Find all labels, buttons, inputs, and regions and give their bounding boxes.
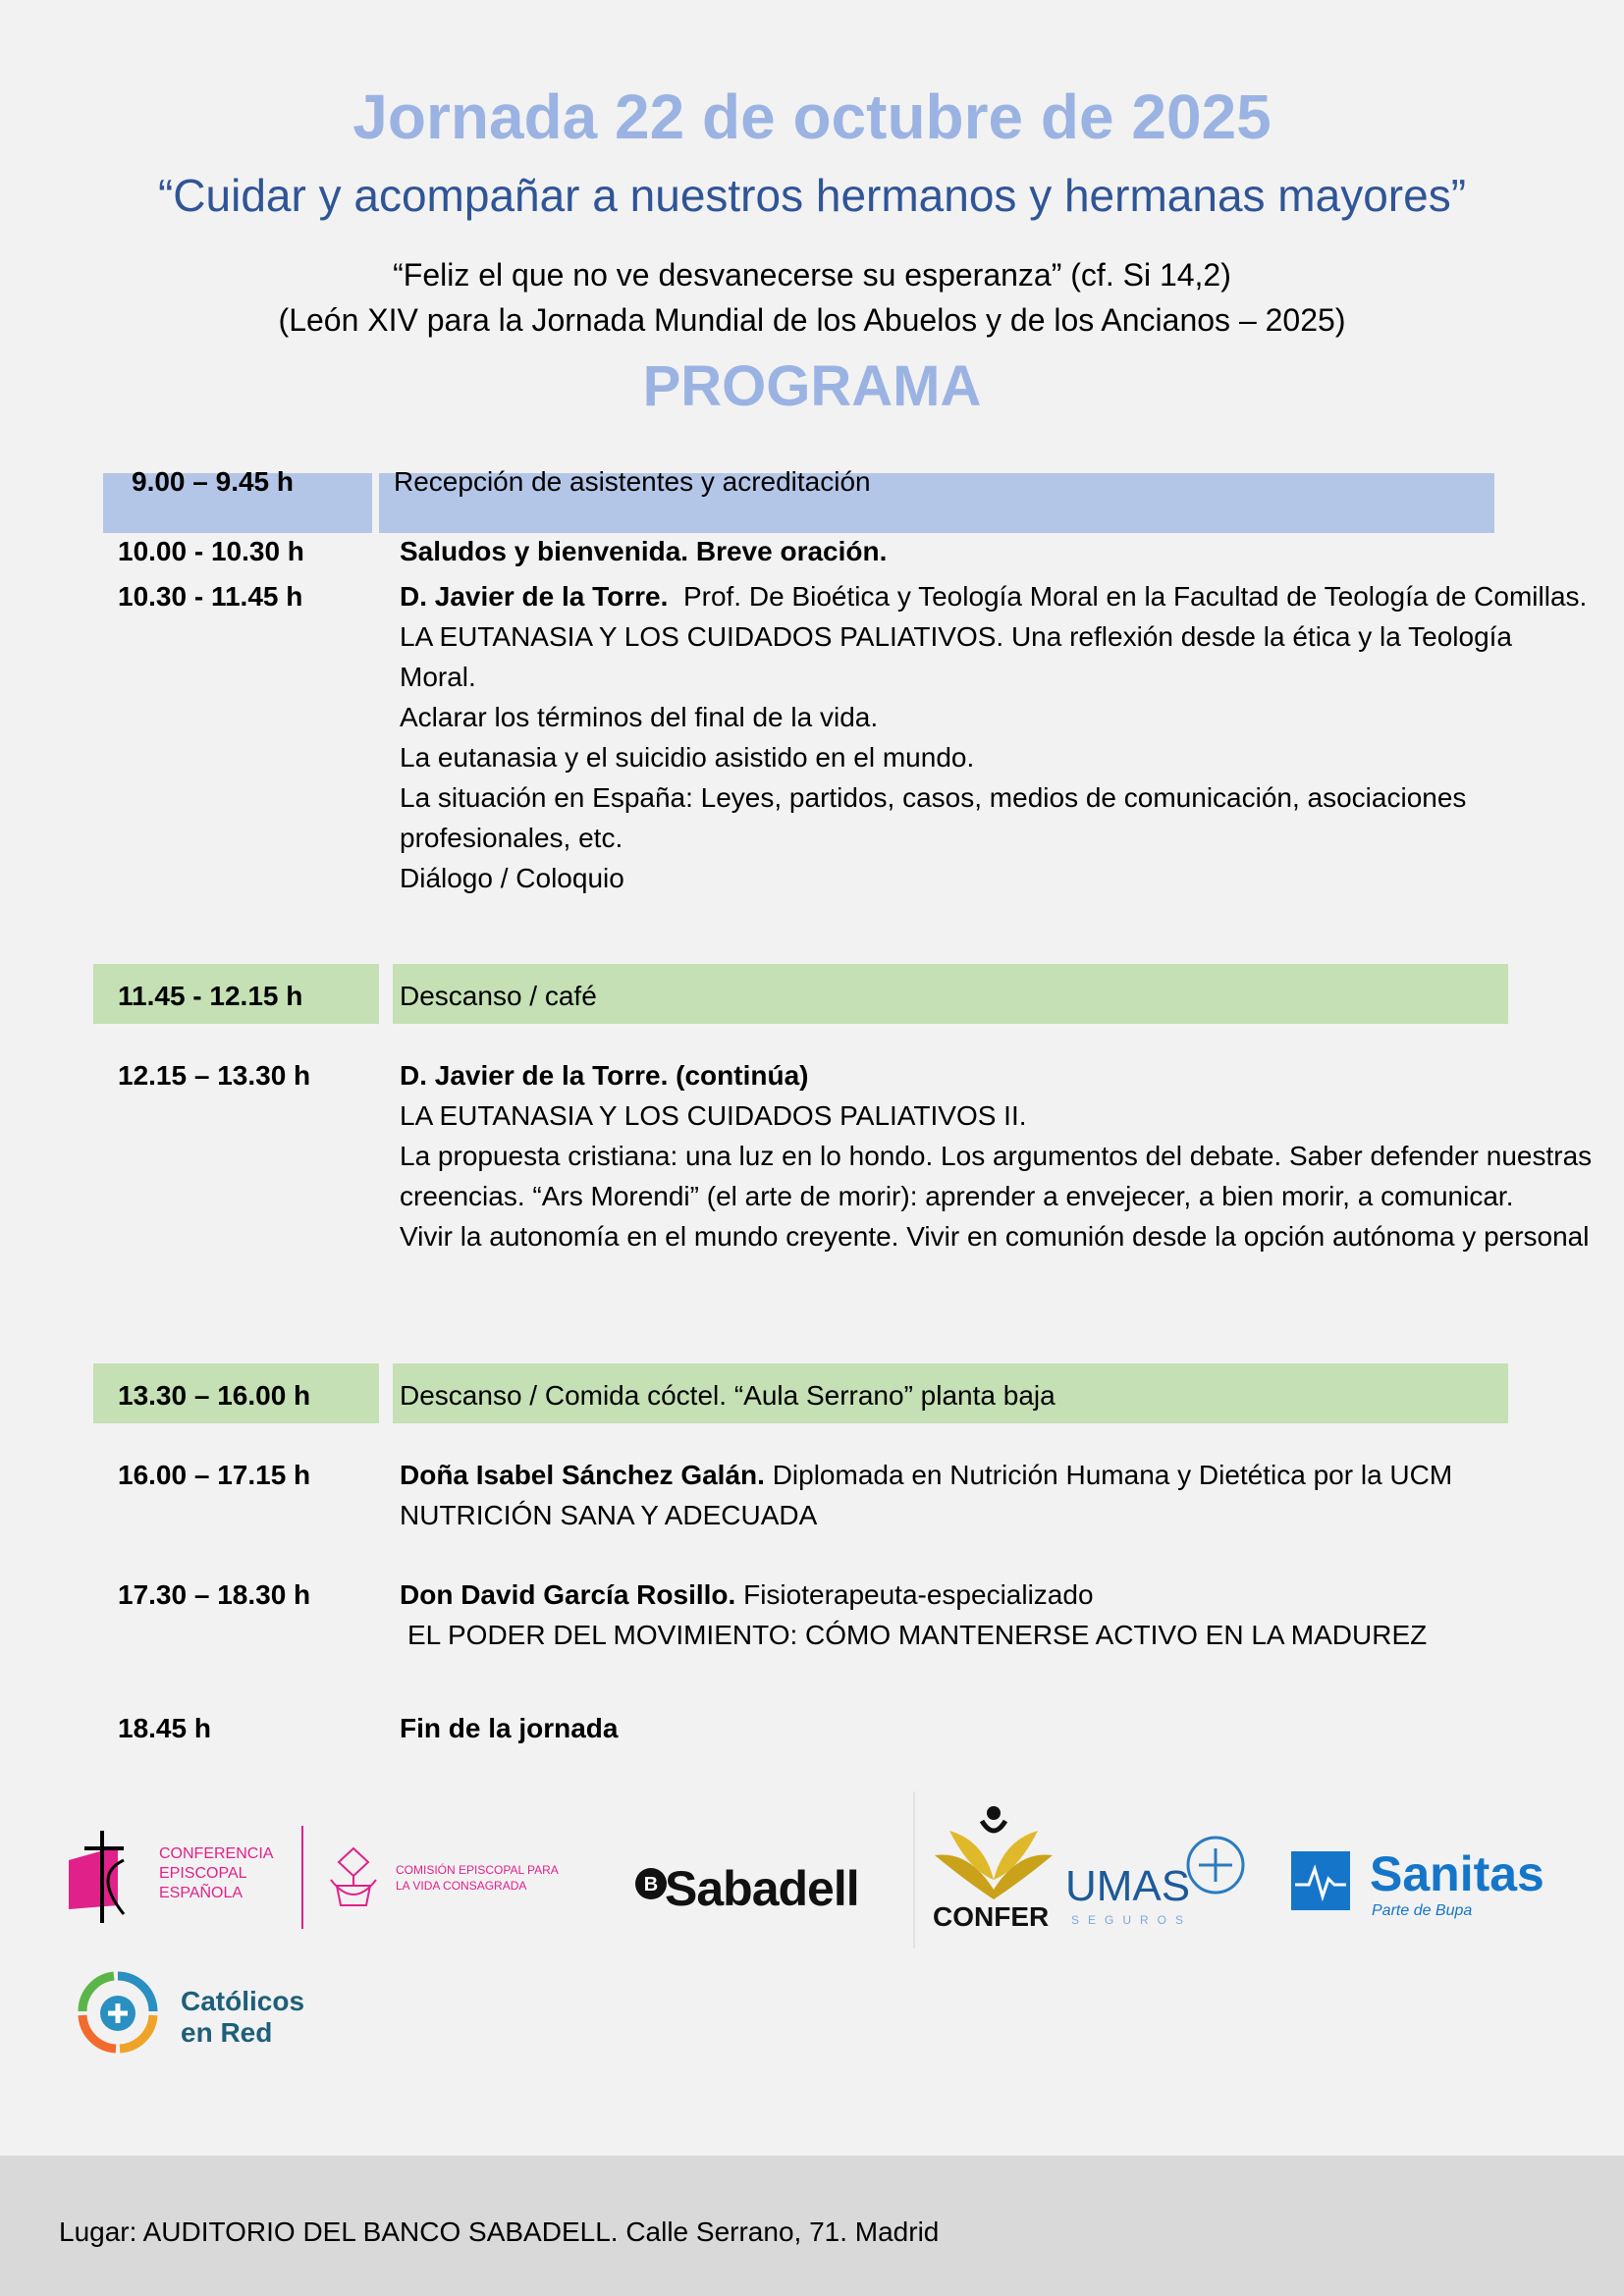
desc-line: EL PODER DEL MOVIMIENTO: CÓMO MANTENERSE ACTIVO EN LA MADUREZ xyxy=(407,1620,1428,1650)
cee-emblem-icon xyxy=(63,1821,171,1929)
catolicos-line: Católicos xyxy=(181,1986,305,2016)
schedule-time: 17.30 – 18.30 h xyxy=(118,1579,311,1610)
cee-logo xyxy=(63,1821,298,1929)
speaker-name: D. Javier de la Torre. (continúa) xyxy=(400,1060,809,1091)
sanitas-logo xyxy=(1291,1845,1576,1924)
speaker-role: Prof. De Bioética y Teología Moral en la Facultad de Teología de Comillas. xyxy=(682,581,1588,612)
desc-line: La propuesta cristiana: una luz en lo hondo. Los argumentos del debate. Saber defender nuestras creencias. “Ars Morendi” (el arte de morir): aprender a envejecer, a bien morir, a comunicar. xyxy=(400,1141,1593,1211)
confer-logo xyxy=(925,1801,1062,1949)
programa-heading: PROGRAMA xyxy=(642,354,982,418)
schedule-time: 11.45 - 12.15 h xyxy=(118,981,303,1011)
catolicos-en-red-icon xyxy=(71,1966,165,2060)
desc-line: Saludos y bienvenida. Breve oración. xyxy=(400,536,888,566)
speaker-line xyxy=(400,576,1593,616)
desc-line: NUTRICIÓN SANA Y ADECUADA xyxy=(400,1500,818,1530)
desc-line: Fin de la jornada xyxy=(400,1713,619,1743)
cee-line: ESPAÑOLA xyxy=(159,1885,244,1901)
cee-line: EPISCOPAL xyxy=(159,1865,247,1882)
schedule-desc xyxy=(400,1375,1593,1415)
schedule-time: 10.00 - 10.30 h xyxy=(118,536,304,566)
schedule-desc xyxy=(400,976,1593,1016)
desc-line: LA EUTANASIA Y LOS CUIDADOS PALIATIVOS II. xyxy=(400,1100,1027,1131)
sabadell-text: Sabadell xyxy=(665,1861,859,1916)
cee-line: CONFERENCIA xyxy=(159,1845,274,1862)
comision-emblem-icon xyxy=(319,1841,388,1919)
catolicos-en-red-logo xyxy=(71,1966,365,2064)
desc-line: Aclarar los términos del final de la vida. xyxy=(400,702,879,732)
schedule-desc xyxy=(400,1575,1593,1655)
speaker-line xyxy=(400,1455,1593,1495)
schedule-time: 13.30 – 16.00 h xyxy=(118,1380,311,1411)
speaker-name: Doña Isabel Sánchez Galán. xyxy=(400,1460,765,1490)
catolicos-line: en Red xyxy=(181,2017,273,2048)
schedule-desc xyxy=(400,576,1593,898)
schedule-desc xyxy=(394,461,1587,502)
sabadell-logo xyxy=(633,1858,889,1917)
speaker-name: D. Javier de la Torre. xyxy=(400,581,669,612)
quote-line-2: (León XIV para la Jornada Mundial de los Abuelos y de los Ancianos – 2025) xyxy=(278,302,1346,338)
schedule-time: 9.00 – 9.45 h xyxy=(132,466,295,497)
quote-line-1: “Feliz el que no ve desvanecerse su esperanza” (cf. Si 14,2) xyxy=(393,257,1231,293)
desc-line: La situación en España: Leyes, partidos, casos, medios de comunicación, asociaciones profesionales, etc. xyxy=(400,782,1467,853)
page-title: Jornada 22 de octubre de 2025 xyxy=(352,81,1272,152)
desc-line: La eutanasia y el suicidio asistido en el mundo. xyxy=(400,742,975,773)
umas-text: UMAS xyxy=(1065,1862,1191,1910)
schedule-desc xyxy=(400,1708,1593,1748)
comision-line: COMISIÓN EPISCOPAL PARA xyxy=(396,1863,559,1877)
speaker-role: Fisioterapeuta-especializado xyxy=(743,1579,1094,1610)
schedule-desc xyxy=(400,531,1593,571)
schedule-desc xyxy=(400,1455,1593,1535)
comision-logo xyxy=(319,1841,574,1919)
desc-line: LA EUTANASIA Y LOS CUIDADOS PALIATIVOS. Una reflexión desde la ética y la Teología Moral. xyxy=(400,621,1512,692)
footer-bar xyxy=(0,2156,1624,2296)
schedule-desc xyxy=(400,1055,1593,1256)
comision-line: LA VIDA CONSAGRADA xyxy=(396,1879,527,1893)
confer-text: CONFER xyxy=(933,1901,1050,1932)
logo-divider xyxy=(913,1791,915,1949)
footer-location: Lugar: AUDITORIO DEL BANCO SABADELL. Calle Serrano, 71. Madrid xyxy=(59,2216,940,2247)
umas-subtext: SEGUROS xyxy=(1071,1913,1193,1927)
schedule-time: 18.45 h xyxy=(118,1713,211,1743)
speaker-role: Diplomada en Nutrición Humana y Dietética por la UCM xyxy=(772,1460,1453,1490)
svg-text:B: B xyxy=(643,1874,659,1896)
umas-logo xyxy=(1065,1831,1262,1939)
desc-line: Descanso / café xyxy=(400,981,597,1011)
sponsor-logos xyxy=(0,1791,1624,2066)
schedule-time: 16.00 – 17.15 h xyxy=(118,1460,311,1490)
confer-emblem-icon xyxy=(925,1801,1062,1904)
desc-line: Vivir la autonomía en el mundo creyente. Vivir en comunión desde la opción autónoma y personal xyxy=(400,1221,1590,1252)
sanitas-pulse-icon xyxy=(1291,1851,1350,1910)
schedule-time: 12.15 – 13.30 h xyxy=(118,1060,311,1091)
desc-line: Recepción de asistentes y acreditación xyxy=(394,466,871,497)
page-subtitle: “Cuidar y acompañar a nuestros hermanos y hermanas mayores” xyxy=(157,170,1467,221)
sabadell-b-icon xyxy=(633,1866,669,1901)
desc-line: Diálogo / Coloquio xyxy=(400,863,624,893)
sanitas-text: Sanitas xyxy=(1370,1846,1544,1901)
schedule-time: 10.30 - 11.45 h xyxy=(118,581,303,612)
sanitas-subtext: Parte de Bupa xyxy=(1372,1902,1473,1919)
desc-line: Descanso / Comida cóctel. “Aula Serrano” planta baja xyxy=(400,1380,1056,1411)
logo-divider xyxy=(301,1826,303,1929)
speaker-name: Don David García Rosillo. xyxy=(400,1579,736,1610)
speaker-line xyxy=(400,1575,1593,1615)
umas-plus-icon xyxy=(1181,1831,1250,1899)
